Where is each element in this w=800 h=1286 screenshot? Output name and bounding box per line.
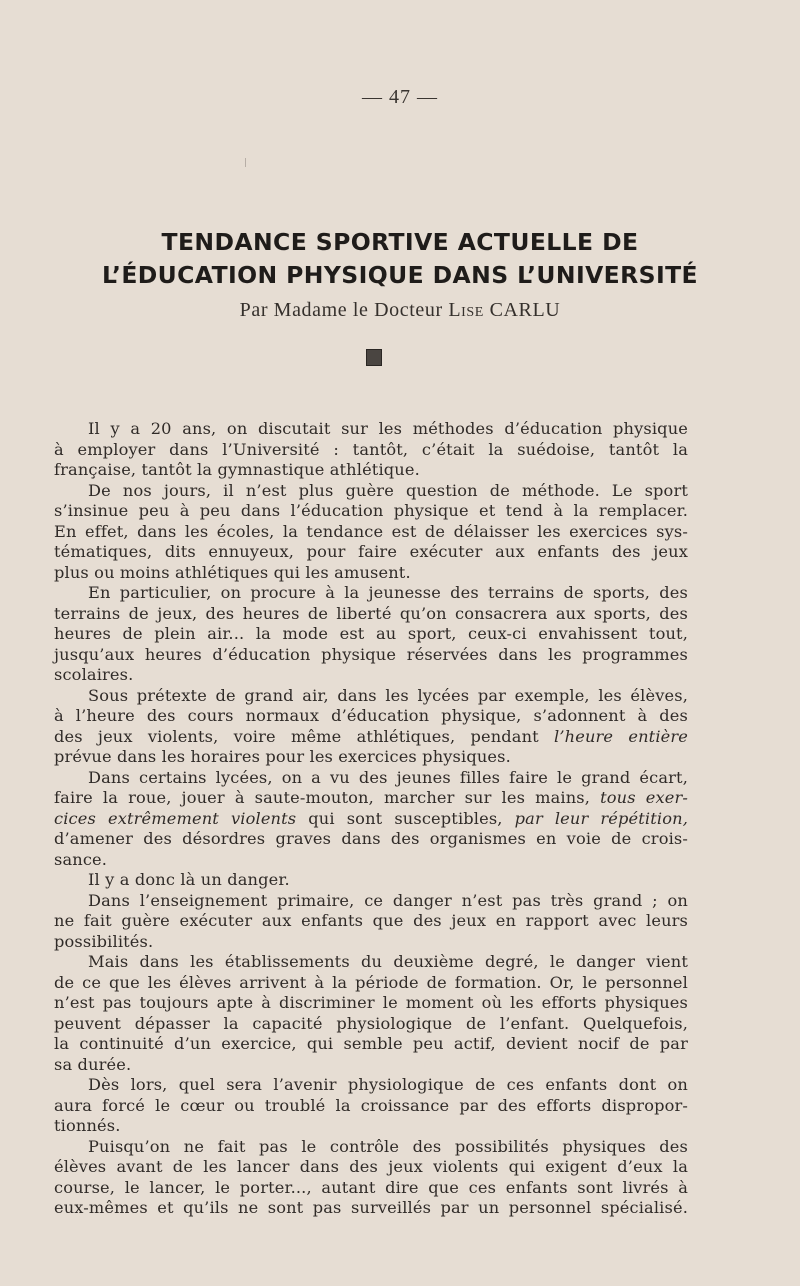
text-segment: des jeux violents, voire même athlétiques, pendant xyxy=(54,726,539,746)
text-line: course, le lancer, le porter..., autant dire que ces enfants sont livrés à xyxy=(54,1177,688,1197)
text-segment: qui sont susceptibles, xyxy=(308,808,503,828)
text-line: scolaires. xyxy=(54,665,134,684)
paragraph-2 xyxy=(54,481,688,584)
text-line xyxy=(54,809,688,830)
text-line: française, tantôt la gymnastique athlétique. xyxy=(54,460,420,479)
text-line: aura forcé le cœur ou troublé la croissance par des efforts dispropor- xyxy=(54,1095,688,1115)
text-line: Il y a donc là un danger. xyxy=(88,870,290,889)
italic-segment: l’heure entière xyxy=(554,726,688,746)
author-first-name: Lise xyxy=(448,299,484,321)
paragraph-4 xyxy=(54,686,688,768)
text-line: tionnés. xyxy=(54,1116,121,1135)
text-line: de ce que les élèves arrivent à la période de formation. Or, le personnel xyxy=(54,972,688,992)
text-line: terrains de jeux, des heures de liberté qu’on consacrera aux sports, des xyxy=(54,603,688,623)
paragraph-7 xyxy=(54,891,688,953)
text-line: à l’heure des cours normaux d’éducation physique, s’adonnent à des xyxy=(54,706,688,725)
text-segment: faire la roue, jouer à saute-mouton, marcher sur les mains, xyxy=(54,788,591,807)
italic-segment: cices extrêmement violents xyxy=(54,808,297,828)
text-line: élèves avant de les lancer dans des jeux violents qui exigent d’eux la xyxy=(54,1157,688,1176)
text-line: plus ou moins athlétiques qui les amusent. xyxy=(54,562,411,582)
text-line: sance. xyxy=(54,849,108,869)
text-line: ne fait guère exécuter aux enfants que des jeux en rapport avec leurs xyxy=(54,911,688,930)
text-line: eux-mêmes et qu’ils ne sont pas surveillés par un personnel spécialisé. xyxy=(54,1198,688,1217)
text-line: jusqu’aux heures d’éducation physique réservées dans les programmes xyxy=(54,644,688,664)
paragraph-10 xyxy=(54,1137,688,1219)
print-speck xyxy=(245,158,246,167)
text-line: peuvent dépasser la capacité physiologique de l’enfant. Quelquefois, xyxy=(54,1013,688,1033)
text-line xyxy=(54,727,688,748)
text-line: De nos jours, il n’est plus guère question de méthode. Le sport xyxy=(88,480,688,500)
text-line: possibilités. xyxy=(54,931,154,951)
byline-prefix: Par Madame le Docteur xyxy=(239,299,443,321)
text-line: Dans l’enseignement primaire, ce danger n’est pas très grand ; on xyxy=(88,890,688,910)
text-line: En particulier, on procure à la jeunesse des terrains de sports, des xyxy=(88,583,688,602)
text-line: prévue dans les horaires pour les exercices physiques. xyxy=(54,747,511,766)
text-line: En effet, dans les écoles, la tendance est de délaisser les exercices sys- xyxy=(54,521,688,541)
text-line: Il y a 20 ans, on discutait sur les méthodes d’éducation physique xyxy=(88,419,688,438)
author-byline xyxy=(0,299,800,322)
text-line: Puisqu’on ne fait pas le contrôle des possibilités physiques des xyxy=(88,1136,688,1156)
paragraph-5 xyxy=(54,768,688,871)
paragraph-6 xyxy=(54,870,688,891)
italic-segment: tous exer- xyxy=(600,788,688,807)
paragraph-1 xyxy=(54,419,688,481)
paragraph-3 xyxy=(54,583,688,686)
text-line: n’est pas toujours apte à discriminer le moment où les efforts physiques xyxy=(54,993,688,1012)
ornament-square-icon xyxy=(366,349,382,366)
author-last-name: CARLU xyxy=(489,299,561,321)
text-line xyxy=(54,788,688,809)
text-line: Sous prétexte de grand air, dans les lycées par exemple, les élèves, xyxy=(88,685,688,705)
text-line: s’insinue peu à peu dans l’éducation physique et tend à la remplacer. xyxy=(54,501,688,520)
article-body xyxy=(54,419,688,1219)
page-number: — 47 — xyxy=(362,86,438,108)
text-line: tématiques, dits ennuyeux, pour faire exécuter aux enfants des jeux xyxy=(54,542,688,561)
text-line: la continuité d’un exercice, qui semble peu actif, devient nocif de par xyxy=(54,1034,688,1053)
italic-segment: par leur répétition, xyxy=(514,808,688,828)
paragraph-8 xyxy=(54,952,688,1075)
text-line: sa durée. xyxy=(54,1054,132,1074)
paragraph-9 xyxy=(54,1075,688,1137)
text-line: heures de plein air... la mode est au sport, ceux-ci envahissent tout, xyxy=(54,624,688,643)
text-line: d’amener des désordres graves dans des organismes en voie de crois- xyxy=(54,829,688,848)
title-line-2: L’ÉDUCATION PHYSIQUE DANS L’UNIVERSITÉ xyxy=(102,261,698,289)
text-line: Dans certains lycées, on a vu des jeunes filles faire le grand écart, xyxy=(88,767,688,787)
title-line-1: TENDANCE SPORTIVE ACTUELLE DE xyxy=(161,228,639,256)
article-title xyxy=(0,226,800,292)
text-line: à employer dans l’Université : tantôt, c’était la suédoise, tantôt la xyxy=(54,439,688,459)
text-line: Dès lors, quel sera l’avenir physiologique de ces enfants dont on xyxy=(88,1075,688,1094)
text-line: Mais dans les établissements du deuxième degré, le danger vient xyxy=(88,952,688,971)
